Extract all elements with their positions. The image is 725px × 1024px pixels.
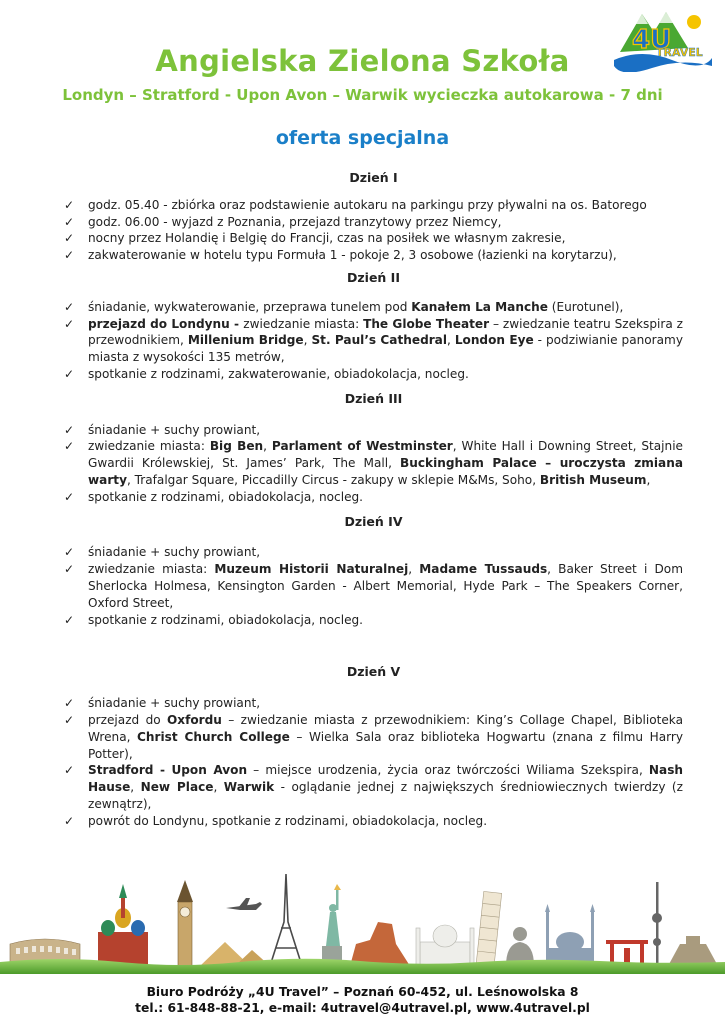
- checkmark-icon: ✓: [64, 316, 75, 331]
- text-segment: zwiedzanie miasta:: [88, 439, 210, 454]
- logo-4u-text: 4U: [632, 25, 672, 55]
- text-segment: godz. 05.40 - zbiórka oraz podstawienie autokaru na parkingu przy pływalni na os. Batorego: [88, 197, 647, 212]
- checkmark-icon: ✓: [64, 197, 75, 212]
- checkmark-icon: ✓: [64, 813, 75, 828]
- mosque-icon: [545, 904, 595, 966]
- desert-rock-icon: [350, 922, 410, 966]
- text-segment: zwiedzanie miasta:: [88, 562, 215, 577]
- activity-item: [64, 561, 683, 611]
- activity-item: [64, 762, 683, 812]
- text-segment: godz. 06.00 - wyjazd z Poznania, przejazd tranzytowy przez Niemcy,: [88, 214, 502, 229]
- highlight-text: London Eye: [454, 333, 534, 348]
- highlight-text: Oxfordu: [167, 712, 222, 727]
- mayan-pyramid-icon: [668, 936, 718, 966]
- highlight-text: Madame Tussauds: [419, 562, 548, 577]
- highlight-text: Big Ben: [209, 439, 264, 454]
- footer-contact: [0, 984, 725, 1016]
- itinerary: [64, 170, 683, 830]
- checkmark-icon: ✓: [64, 489, 75, 504]
- activity-item: [64, 299, 683, 316]
- text-segment: (Eurotunel),: [547, 299, 624, 314]
- highlight-text: Kanałem La Manche: [411, 299, 548, 314]
- text-segment: - podziwianie panoramy miasta z wysokości 135 metrów,: [88, 333, 683, 365]
- checkmark-icon: ✓: [64, 545, 75, 560]
- day-activities-list: [64, 544, 683, 628]
- checkmark-icon: ✓: [64, 696, 75, 711]
- highlight-text: St. Paul’s Cathedral: [311, 333, 447, 348]
- activity-item: [64, 366, 683, 383]
- world-landmarks-illustration: [0, 862, 725, 974]
- text-segment: – zwiedzanie miasta z przewodnikiem: King’s Collage Chapel, Biblioteka Wrena,: [88, 712, 684, 744]
- footer-address: Biuro Podróży „4U Travel” – Poznań 60-452, ul. Leśnowolska 8: [146, 985, 579, 999]
- activity-item: [64, 422, 683, 439]
- checkmark-icon: ✓: [64, 763, 75, 778]
- text-segment: spotkanie z rodzinami, zakwaterowanie, obiadokolacja, nocleg.: [88, 366, 469, 381]
- day-heading: Dzień V: [346, 664, 401, 680]
- activity-item: [64, 438, 683, 488]
- text-segment: nocny przez Holandię i Belgię do Francji, czas na posiłek we własnym zakresie,: [88, 231, 566, 246]
- text-segment: ,: [408, 562, 420, 577]
- highlight-text: Millenium Bridge: [187, 333, 304, 348]
- highlight-text: Muzeum Historii Naturalnej: [214, 562, 409, 577]
- st-basils-cathedral-icon: [98, 884, 148, 966]
- big-ben-icon: [177, 880, 193, 966]
- text-segment: zakwaterowanie w hotelu typu Formuła 1 - pokoje 2, 3 osobowe (łazienki na korytarzu),: [88, 248, 617, 263]
- text-segment: – miejsce urodzenia, życia oraz twórczości Wiliama Szekspira,: [247, 763, 649, 778]
- logo-travel-text: TRAVEL: [656, 46, 703, 59]
- activity-item: [64, 489, 683, 506]
- activity-item: [64, 544, 683, 561]
- text-segment: śniadanie + suchy prowiant,: [88, 422, 261, 437]
- text-segment: spotkanie z rodzinami, obiadokolacja, nocleg.: [88, 612, 364, 627]
- highlight-text: przejazd do Londynu -: [88, 316, 244, 331]
- activity-item: [64, 197, 683, 214]
- text-segment: ,: [646, 472, 651, 487]
- checkmark-icon: ✓: [64, 562, 75, 577]
- activity-item: [64, 612, 683, 629]
- day-activities-list: [64, 695, 683, 829]
- activity-item: [64, 695, 683, 712]
- day-activities-list: [64, 422, 683, 506]
- text-segment: przejazd do: [88, 712, 168, 727]
- activity-item: [64, 316, 683, 366]
- day-heading: Dzień II: [347, 269, 400, 285]
- day-activities-list: [64, 197, 683, 264]
- checkmark-icon: ✓: [64, 712, 75, 727]
- highlight-text: Buckingham Palace – uroczysta zmiana warty: [88, 456, 683, 487]
- airplane-icon: [226, 898, 262, 910]
- checkmark-icon: ✓: [64, 299, 75, 314]
- highlight-text: British Museum: [539, 472, 647, 487]
- highlight-text: Parlament of Westminster: [271, 439, 453, 454]
- highlight-text: Christ Church College: [137, 729, 290, 744]
- text-segment: ,: [130, 780, 141, 795]
- checkmark-icon: ✓: [64, 248, 75, 263]
- checkmark-icon: ✓: [64, 439, 75, 454]
- activity-item: [64, 247, 683, 264]
- text-segment: powrót do Londynu, spotkanie z rodzinami, obiadokolacja, nocleg.: [88, 813, 488, 828]
- text-segment: ,: [263, 439, 272, 454]
- eiffel-tower-icon: [270, 874, 302, 966]
- text-segment: spotkanie z rodzinami, obiadokolacja, nocleg.: [88, 489, 364, 504]
- statue-of-liberty-icon: [322, 884, 342, 966]
- footer-contact-details: tel.: 61-848-88-21, e-mail: 4utravel@4utravel.pl, www.4utravel.pl: [135, 1001, 590, 1015]
- checkmark-icon: ✓: [64, 422, 75, 437]
- highlight-text: Nash Hause: [88, 763, 683, 795]
- text-segment: śniadanie + suchy prowiant,: [88, 696, 261, 711]
- text-segment: – Wielka Sala oraz biblioteka Hogwartu (znana z filmu Harry Potter),: [88, 729, 684, 761]
- checkmark-icon: ✓: [64, 366, 75, 381]
- tv-tower-icon: [652, 882, 662, 966]
- text-segment: zwiedzanie miasta:: [243, 316, 364, 331]
- text-segment: , Trafalgar Square, Piccadilly Circus - zakupy w sklepie M&Ms, Soho,: [126, 472, 540, 487]
- text-segment: śniadanie + suchy prowiant,: [88, 545, 261, 560]
- highlight-text: Warwik: [223, 780, 275, 795]
- page-title: Angielska Zielona Szkoła: [155, 44, 570, 78]
- checkmark-icon: ✓: [64, 612, 75, 627]
- text-segment: - oglądanie jednej z największych średniowiecznych twierdzy (z zewnątrz),: [88, 780, 683, 811]
- checkmark-icon: ✓: [64, 231, 75, 246]
- activity-item: [64, 712, 683, 762]
- highlight-text: Stradford - Upon Avon: [88, 763, 248, 778]
- activity-item: [64, 214, 683, 231]
- text-segment: ,: [303, 333, 312, 348]
- checkmark-icon: ✓: [64, 214, 75, 229]
- text-segment: ,: [447, 333, 455, 348]
- text-segment: – zwiedzanie teatru Szekspira z przewodnikiem,: [88, 316, 684, 348]
- text-segment: , White Hall i Downing Street, Stajnie Gwardii Królewskiej, St. James’ Park, The Mall,: [88, 439, 683, 471]
- special-offer-heading: oferta specjalna: [275, 127, 450, 149]
- highlight-text: New Place: [140, 780, 214, 795]
- leaning-tower-of-pisa-icon: [476, 891, 502, 966]
- text-segment: śniadanie, wykwaterowanie, przeprawa tunelem pod: [88, 299, 412, 314]
- day-activities-list: [64, 299, 683, 383]
- activity-item: [64, 813, 683, 830]
- day-heading: Dzień III: [344, 390, 403, 406]
- highlight-text: The Globe Theater: [363, 316, 490, 331]
- day-heading: Dzień IV: [344, 513, 403, 529]
- page-subtitle: Londyn – Stratford - Upon Avon – Warwik wycieczka autokarowa - 7 dni: [62, 86, 663, 104]
- day-heading: Dzień I: [349, 170, 398, 185]
- text-segment: ,: [213, 780, 224, 795]
- taj-mahal-icon: [416, 925, 474, 966]
- text-segment: , Baker Street i Dom Sherlocka Holmesa, Kensington Garden - Albert Memorial, Hyde Park – The Speakers Corner, Oxford Street,: [88, 562, 683, 610]
- activity-item: [64, 230, 683, 247]
- logo-sun: [687, 15, 701, 29]
